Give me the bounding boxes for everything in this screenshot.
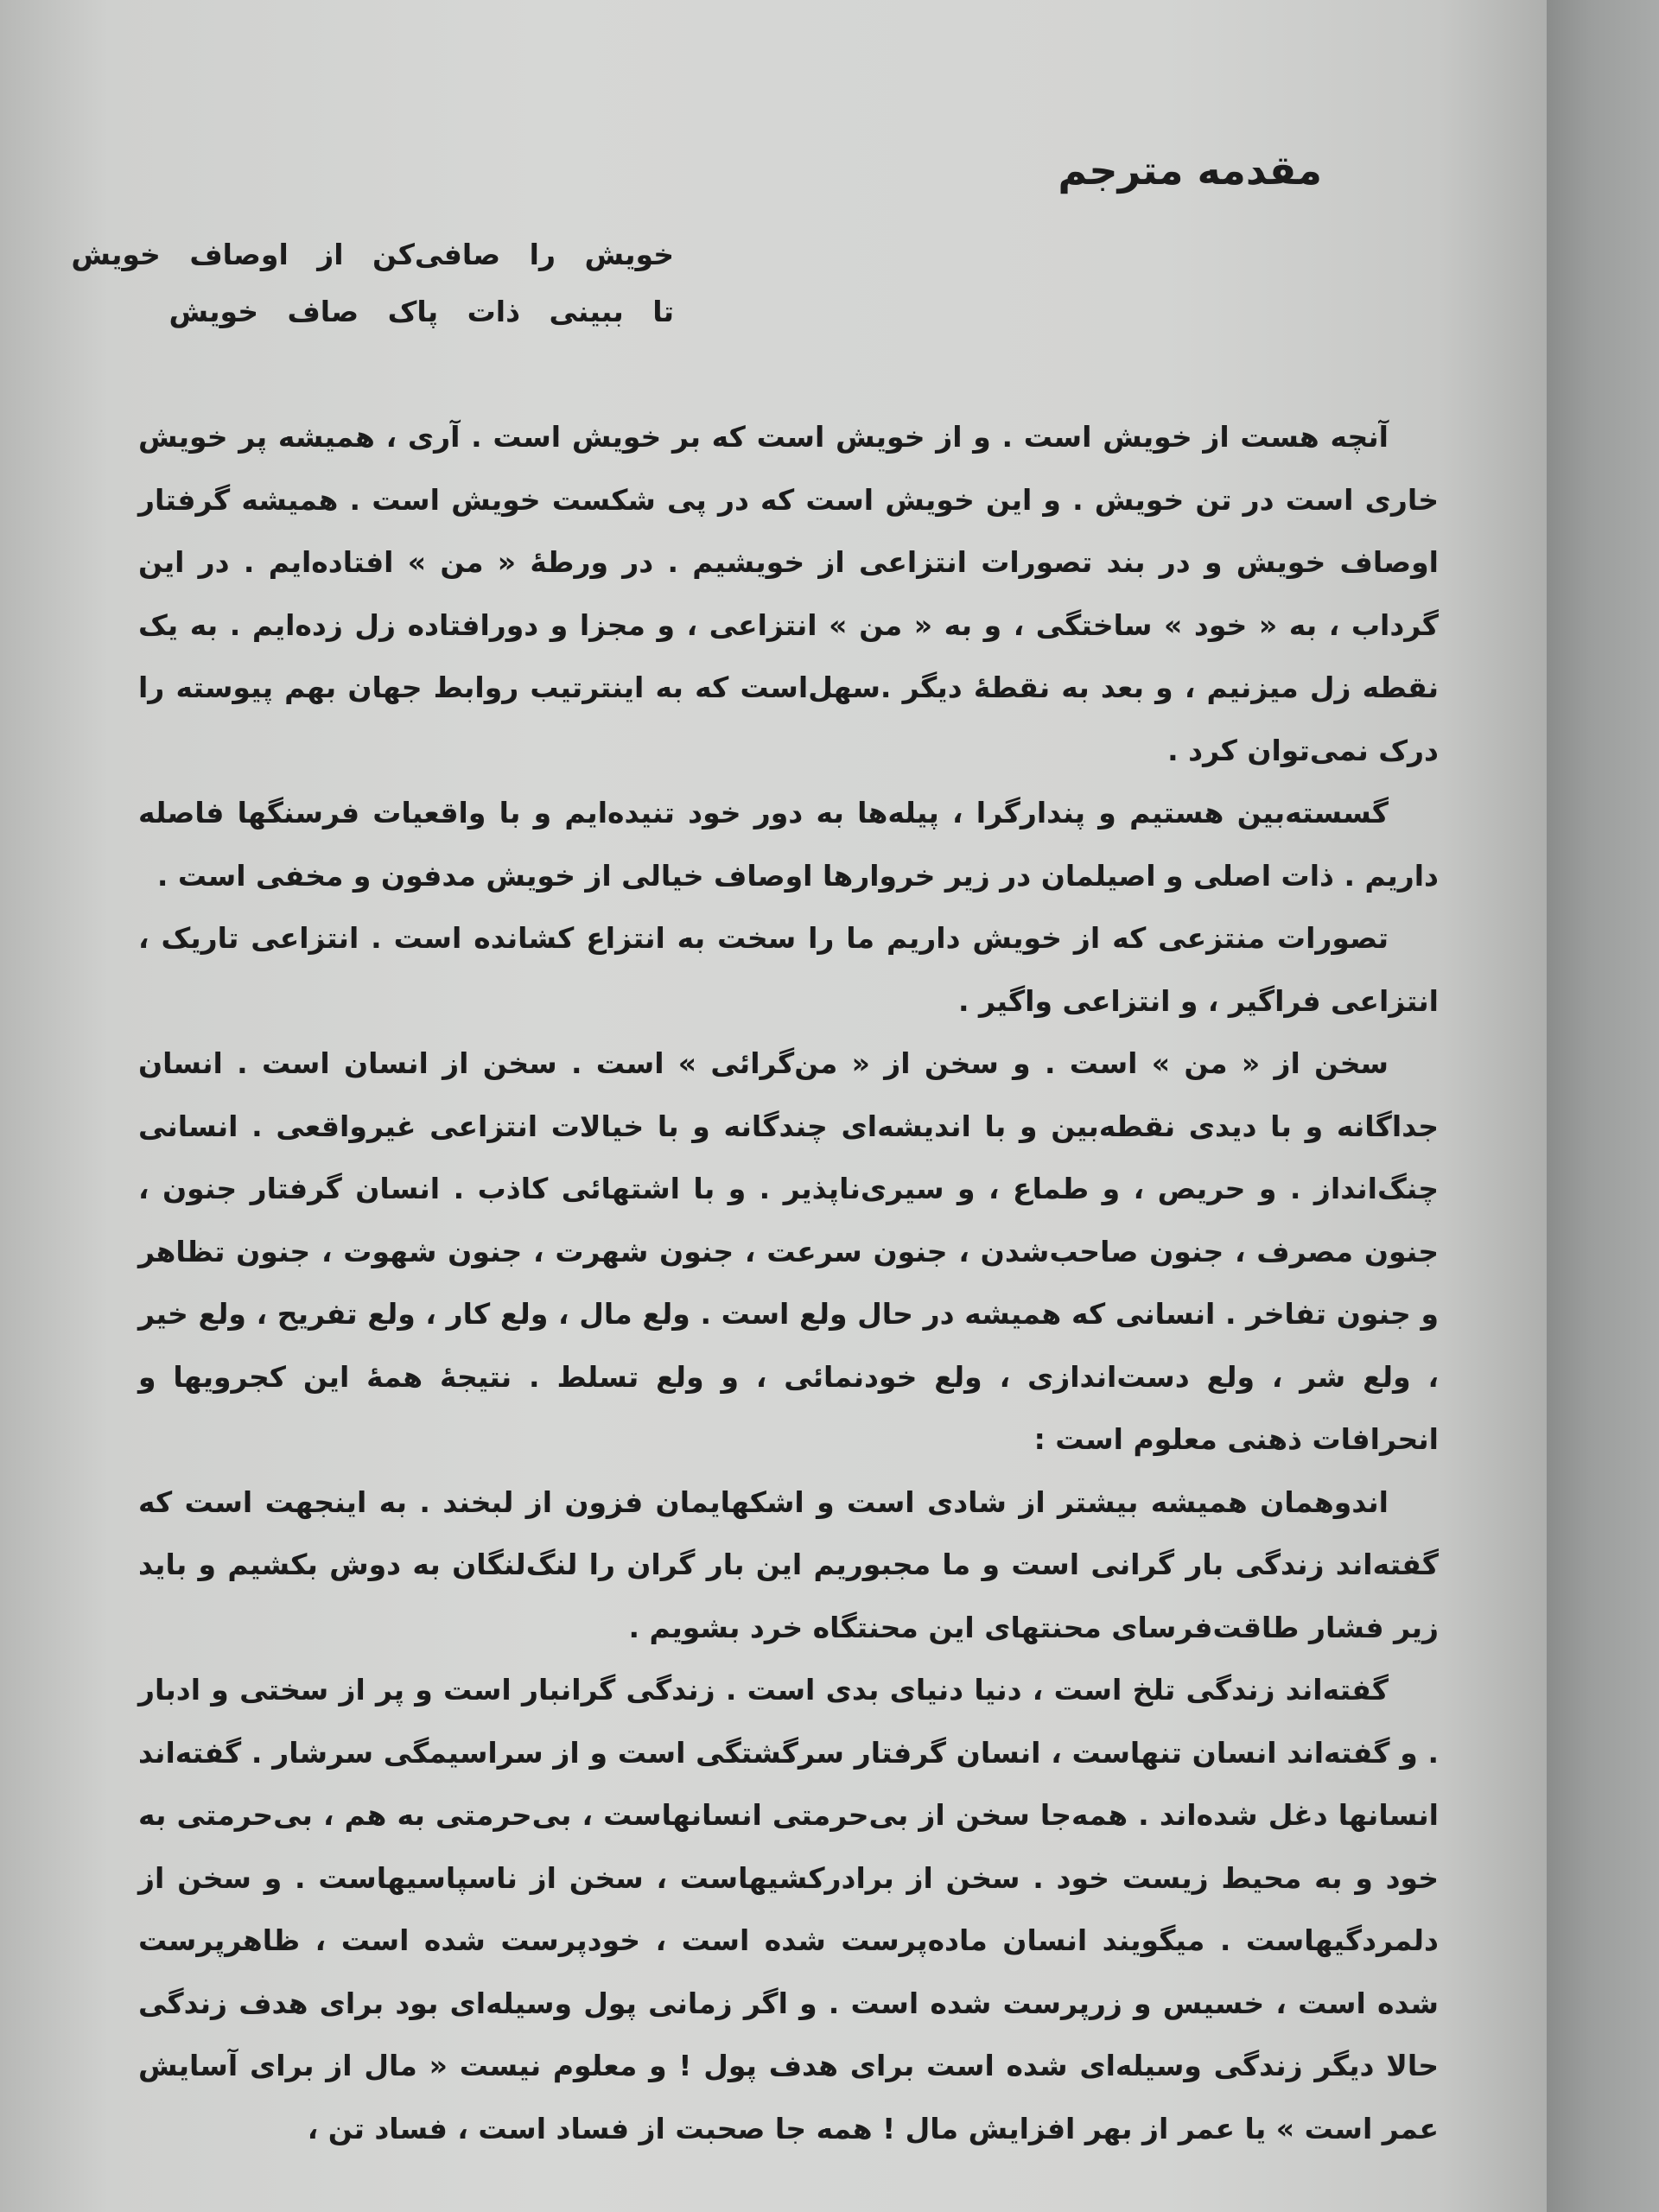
page-title: مقدمه مترجم xyxy=(1058,147,1322,194)
page-edge-shadow xyxy=(1547,0,1659,2212)
paragraph-2: گسسته‌بین هستیم و پندارگرا ، پیله‌ها به دور خود تنیده‌ایم و با واقعیات فرسنگها فاصله داریم . ذات اصلی و اصیلمان در زیر خروارها اوصاف خیالی از خویش مدفون و مخفی است . xyxy=(138,796,1439,893)
body-text xyxy=(138,406,1439,2160)
paragraph-6: گفته‌اند زندگی تلخ است ، دنیا دنیای بدی است . زندگی گرانبار است و پر از سختی و ادبار . و گفته‌اند انسان تنهاست ، انسان گرفتار سرگشتگی است و از سراسیمگی سرشار . گفته‌اند انسانها دغل شده‌اند . همه‌جا سخن از بی‌حرمتی انسانهاست ، بی‌حرمتی به هم ، بی‌حرمتی به خود و به محیط زیست خود . سخن از برادرکشیهاست ، سخن از ناسپاسیهاست . و سخن از دلمردگیهاست . میگویند انسان ماده‌پرست شده است ، خودپرست شده است ، ظاهرپرست شده است ، خسیس و زرپرست شده است . و اگر زمانی پول وسیله‌ای بود برای هدف زندگی حالا دیگر زندگی وسیله‌ای شده است برای هدف پول ! و معلوم نیست « مال از برای آسایش عمر است » یا عمر از بهر افزایش مال ! همه جا صحبت از فساد است ، فساد تن ، xyxy=(138,1673,1439,2145)
poem-verse xyxy=(71,226,674,340)
paragraph-5: اندوهمان همیشه بیشتر از شادی است و اشکهایمان فزون از لبخند . به اینجهت است که گفته‌اند زندگی بار گرانی است و ما مجبوریم این بار گران را لنگ‌لنگان به دوش بکشیم و باید زیر فشار طاقت‌فرسای محنتهای این محنتگاه خرد بشویم . xyxy=(138,1484,1439,1644)
poem-line-1: خویش را صافی‌کن از اوصاف خویش xyxy=(71,238,674,271)
paragraph-3: تصورات منتزعی که از خویش داریم ما را سخت به انتزاع کشانده است . انتزاعی تاریک ، انتزاعی فراگیر ، و انتزاعی واگیر . xyxy=(138,921,1439,1018)
paragraph-4: سخن از « من » است . و سخن از « من‌گرائی » است . سخن از انسان است . انسان جداگانه و با دیدی نقطه‌بین و با اندیشه‌ای چندگانه و با خیالات انتزاعی غیرواقعی . انسانی چنگ‌انداز . و حریص ، و طماع ، و سیری‌ناپذیر . و با اشتهائی کاذب . انسان گرفتار جنون ، جنون مصرف ، جنون صاحب‌شدن ، جنون سرعت ، جنون شهرت ، جنون شهوت ، جنون تظاهر و جنون تفاخر . انسانی که همیشه در حال ولع است . ولع مال ، ولع کار ، ولع تفریح ، ولع خیر ، ولع شر ، ولع دست‌اندازی ، ولع خودنمائی ، و ولع تسلط . نتیجهٔ همهٔ این کجرویها و انحرافات ذهنی معلوم است : xyxy=(138,1046,1439,1456)
paragraph-1: آنچه هست از خویش است . و از خویش است که بر خویش است . آری ، همیشه پر خویش خاری است در تن خویش . و این خویش است که در پی شکست خویش است . همیشه گرفتار اوصاف خویش و در بند تصورات انتزاعی از خویشیم . در ورطهٔ « من » افتاده‌ایم . در این گرداب ، به « خود » ساختگی ، و به « من » انتزاعی ، و مجزا و دورافتاده زل زده‌ایم . به یک نقطه زل میزنیم ، و بعد به نقطهٔ دیگر .سهل‌است که به اینترتیب روابط جهان بهم پیوسته را درک نمی‌توان کرد . xyxy=(138,420,1439,767)
poem-line-2: تا ببینی ذات پاک صاف خویش xyxy=(168,295,674,328)
